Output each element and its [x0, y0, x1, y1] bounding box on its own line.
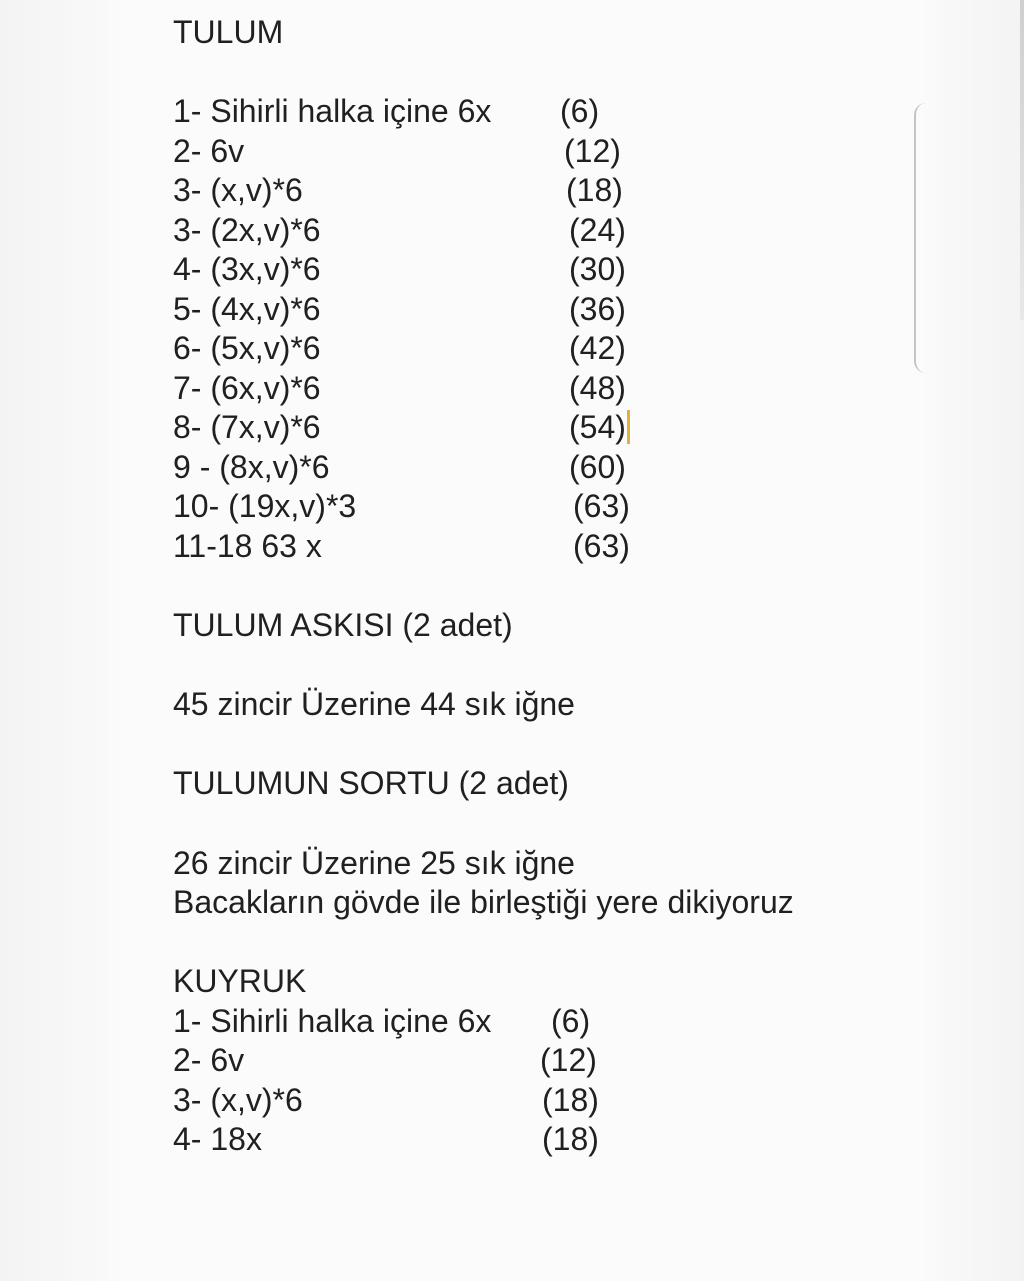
row-count: (60) [569, 449, 626, 485]
kuyruk-row-1 [173, 1001, 591, 1041]
row-count: (48) [569, 370, 626, 406]
row-step: 6- (5x,v)*6 [173, 330, 321, 366]
row-step: 1- Sihirli halka içine 6x [173, 1003, 492, 1039]
row-count: (12) [540, 1042, 597, 1078]
tulum-row-6 [173, 289, 626, 329]
tulum-row-7 [173, 328, 626, 368]
row-step: 1- Sihirli halka içine 6x [173, 93, 492, 129]
tulum-row-5 [173, 249, 626, 289]
tulum-title: TULUM [173, 14, 284, 50]
row-count: (18) [542, 1082, 599, 1118]
row-step: 4- (3x,v)*6 [173, 251, 321, 287]
row-step: 8- (7x,v)*6 [173, 409, 321, 445]
row-count: (42) [569, 330, 626, 366]
row-step: 7- (6x,v)*6 [173, 370, 321, 406]
row-count: (36) [569, 291, 626, 327]
row-step: 3- (x,v)*6 [173, 1082, 303, 1118]
tulum-row-9 [173, 407, 626, 447]
tulum-row-11 [173, 486, 630, 526]
row-count: (18) [566, 172, 623, 208]
sortu-title: TULUMUN SORTU (2 adet) [173, 765, 569, 801]
row-count: (18) [542, 1121, 599, 1157]
scroll-handle[interactable] [914, 103, 928, 373]
row-step: 2- 6v [173, 133, 245, 169]
row-count-with-cursor[interactable] [569, 407, 630, 447]
sortu-text-2: Bacakların gövde ile birleştiği yere dikiyoruz [173, 884, 794, 920]
tulum-row-4 [173, 210, 626, 250]
row-step: 3- (x,v)*6 [173, 172, 303, 208]
kuyruk-title: KUYRUK [173, 963, 307, 999]
tulum-row-12 [173, 526, 630, 566]
tulum-row-3 [173, 170, 623, 210]
edge-shadow [1020, 0, 1024, 320]
row-step: 9 - (8x,v)*6 [173, 449, 330, 485]
askisi-text: 45 zincir Üzerine 44 sık iğne [173, 686, 575, 722]
kuyruk-row-2 [173, 1040, 597, 1080]
tulum-row-8 [173, 368, 626, 408]
row-step: 11-18 63 x [173, 528, 322, 564]
tulum-row-2 [173, 131, 621, 171]
row-count: (54) [569, 409, 626, 445]
row-count: (6) [560, 93, 600, 129]
tulum-row-10 [173, 447, 626, 487]
kuyruk-row-3 [173, 1080, 599, 1120]
text-cursor [627, 410, 630, 444]
tulum-row-1 [173, 91, 600, 131]
left-margin [0, 0, 118, 1281]
row-count: (63) [573, 528, 630, 564]
row-count: (24) [569, 212, 626, 248]
kuyruk-row-4 [173, 1119, 599, 1159]
row-count: (30) [569, 251, 626, 287]
row-step: 3- (2x,v)*6 [173, 212, 321, 248]
row-count: (63) [573, 488, 630, 524]
sortu-text-1: 26 zincir Üzerine 25 sık iğne [173, 845, 575, 881]
row-count: (6) [551, 1003, 591, 1039]
right-margin [924, 0, 1024, 1281]
row-count: (12) [564, 133, 621, 169]
row-step: 10- (19x,v)*3 [173, 488, 357, 524]
askisi-title: TULUM ASKISI (2 adet) [173, 607, 513, 643]
row-step: 2- 6v [173, 1042, 245, 1078]
row-step: 4- 18x [173, 1121, 262, 1157]
row-step: 5- (4x,v)*6 [173, 291, 321, 327]
